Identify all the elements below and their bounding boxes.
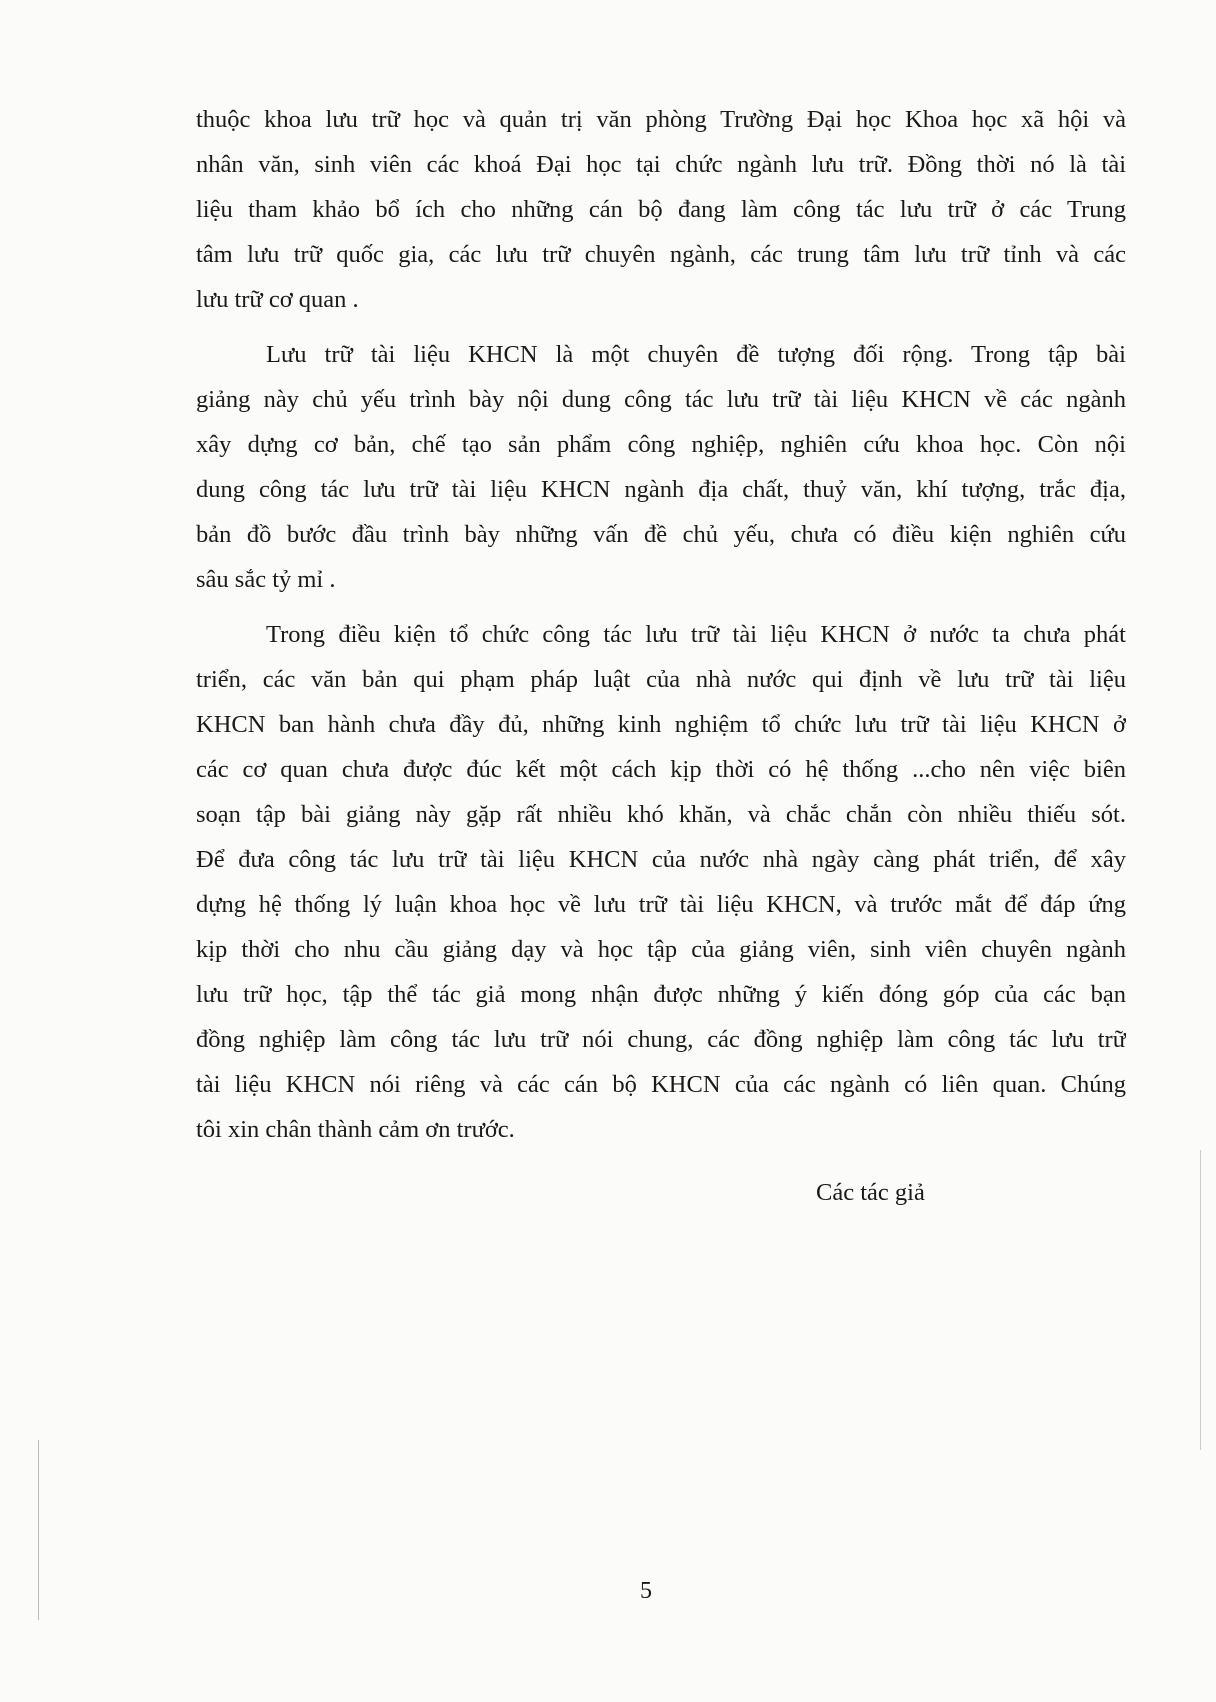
text-line: tôi xin chân thành cảm ơn trước. [196, 1116, 515, 1143]
text-line: kịp thời cho nhu cầu giảng dạy và học tập của giảng viên, sinh viên chuyên ngành [196, 936, 1126, 963]
text-line: giảng này chủ yếu trình bày nội dung công tác lưu trữ tài liệu KHCN về các ngành [196, 386, 1126, 413]
scan-margin-mark [38, 1440, 39, 1620]
text-line: liệu tham khảo bổ ích cho những cán bộ đang làm công tác lưu trữ ở các Trung [196, 196, 1126, 223]
text-line: KHCN ban hành chưa đầy đủ, những kinh nghiệm tổ chức lưu trữ tài liệu KHCN ở [196, 711, 1126, 738]
text-line: Lưu trữ tài liệu KHCN là một chuyên đề tượng đối rộng. Trong tập bài [266, 341, 1126, 368]
signature-authors: Các tác giả [816, 1179, 925, 1206]
text-line: sâu sắc tỷ mỉ . [196, 566, 336, 593]
text-line: các cơ quan chưa được đúc kết một cách kịp thời có hệ thống ...cho nên việc biên [196, 756, 1126, 783]
text-line: xây dựng cơ bản, chế tạo sản phẩm công nghiệp, nghiên cứu khoa học. Còn nội [196, 431, 1126, 458]
text-line: dựng hệ thống lý luận khoa học về lưu trữ tài liệu KHCN, và trước mắt để đáp ứng [196, 891, 1126, 918]
paragraph-3 [196, 612, 1126, 1152]
scan-margin-mark [1200, 1150, 1201, 1450]
text-line: tâm lưu trữ quốc gia, các lưu trữ chuyên ngành, các trung tâm lưu trữ tỉnh và các [196, 241, 1126, 268]
text-line: soạn tập bài giảng này gặp rất nhiều khó khăn, và chắc chắn còn nhiều thiếu sót. [196, 801, 1126, 828]
text-line: lưu trữ học, tập thể tác giả mong nhận được những ý kiến đóng góp của các bạn [196, 981, 1126, 1008]
text-line: thuộc khoa lưu trữ học và quản trị văn phòng Trường Đại học Khoa học xã hội và [196, 106, 1126, 133]
text-line: triển, các văn bản qui phạm pháp luật của nhà nước qui định về lưu trữ tài liệu [196, 666, 1126, 693]
text-line: lưu trữ cơ quan . [196, 286, 359, 313]
text-line: đồng nghiệp làm công tác lưu trữ nói chung, các đồng nghiệp làm công tác lưu trữ [196, 1026, 1126, 1053]
text-line: bản đồ bước đầu trình bày những vấn đề chủ yếu, chưa có điều kiện nghiên cứu [196, 521, 1126, 548]
text-line: Trong điều kiện tổ chức công tác lưu trữ tài liệu KHCN ở nước ta chưa phát [266, 621, 1126, 648]
paragraph-1 [196, 97, 1126, 322]
text-line: dung công tác lưu trữ tài liệu KHCN ngành địa chất, thuỷ văn, khí tượng, trắc địa, [196, 476, 1126, 503]
text-line: Để đưa công tác lưu trữ tài liệu KHCN của nước nhà ngày càng phát triển, để xây [196, 846, 1126, 873]
text-line: tài liệu KHCN nói riêng và các cán bộ KHCN của các ngành có liên quan. Chúng [196, 1071, 1126, 1098]
text-line: nhân văn, sinh viên các khoá Đại học tại chức ngành lưu trữ. Đồng thời nó là tài [196, 151, 1126, 178]
paragraph-2 [196, 332, 1126, 602]
page-number: 5 [640, 1578, 652, 1604]
